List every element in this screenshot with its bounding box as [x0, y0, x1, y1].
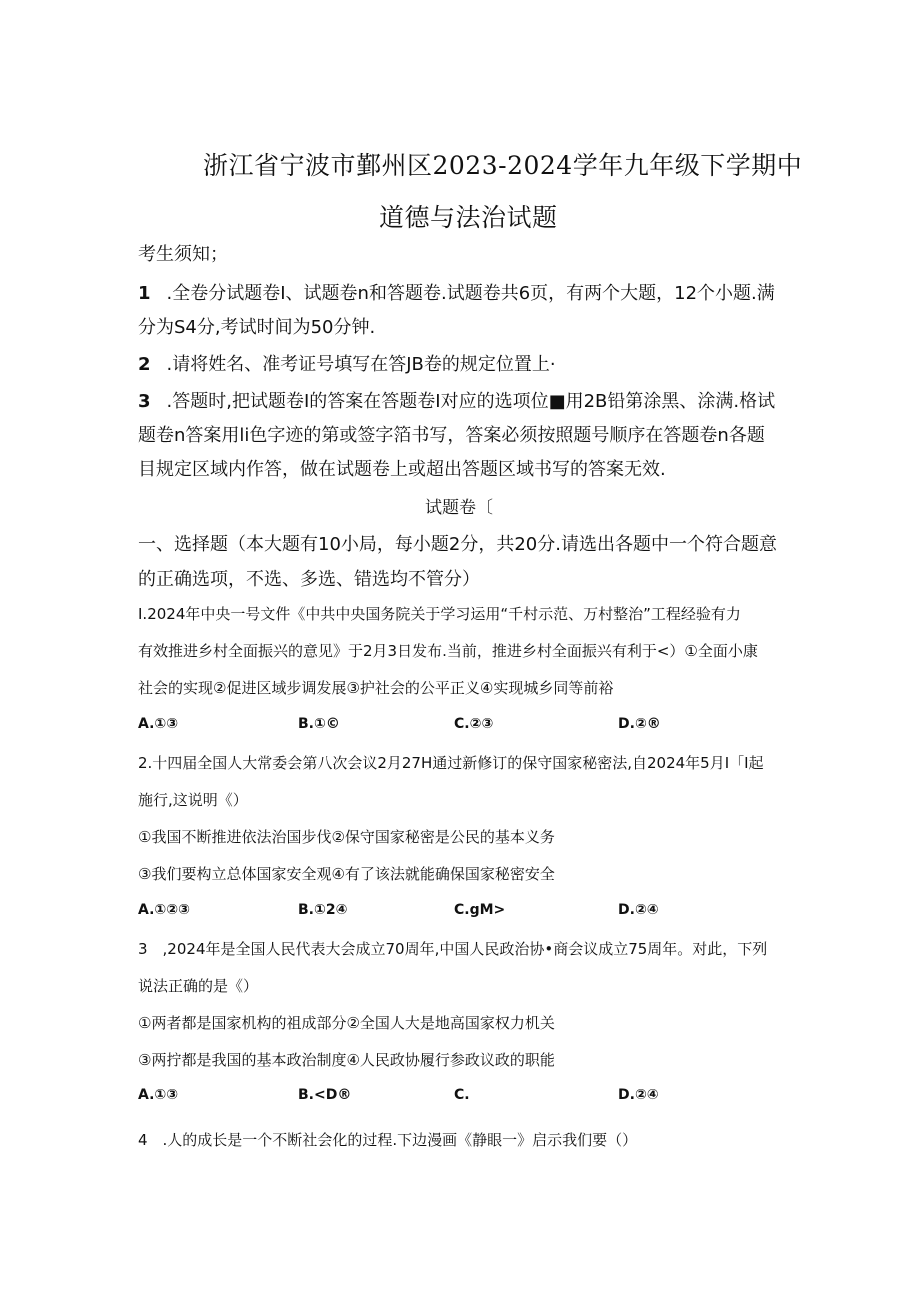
question-4-text: 4 .人的成长是一个不断社会化的过程.下边漫画《静眼一》启示我们要（）: [138, 1131, 638, 1149]
question-3-text: 3 ,2024年是全国人民代表大会成立70周年,中国人民政治协•商会议成立75周年。对此，下列: [138, 940, 768, 958]
question-2-option-a: A.①②③: [138, 902, 190, 918]
notice-heading: 考生须知；: [138, 244, 228, 265]
notice-item-number: 1: [138, 283, 151, 304]
question-3-text: ③两拧都是我国的基本政治制度④人民政协履行参政议政的职能: [138, 1051, 555, 1069]
question-3-text: ①两者都是国家机构的祖成部分②全国人大是地高国家权力机关: [138, 1014, 555, 1032]
notice-item-3-cont: 题卷n答案用li色字迹的第或签字箔书写，答案必须按照题号顺序在答题卷n各题: [138, 425, 765, 446]
notice-item-number: 2: [138, 354, 151, 375]
question-3-option-b: B.<D®: [298, 1087, 352, 1103]
question-1-option-d: D.②®: [618, 716, 661, 732]
question-2-text: 2.十四届全国人大常委会第八次会议2月27H通过新修订的保守国家秘密法,自2024年5月I「I起: [138, 754, 764, 772]
question-1-option-b: B.①©: [298, 716, 340, 732]
exam-subtitle: 道德与法治试题: [379, 203, 558, 232]
question-3-option-d: D.②④: [618, 1087, 659, 1103]
question-2-text: 施行,这说明《）: [138, 791, 248, 809]
question-3-option-a: A.①③: [138, 1087, 179, 1103]
question-2-option-c: C.gM>: [454, 902, 506, 918]
question-3-text: 说法正确的是《）: [138, 977, 259, 995]
question-2-text: ①我国不断推进依法治国步伐②保守国家秘密是公民的基本义务: [138, 828, 555, 846]
question-1-text: 有效推进乡村全面振兴的意见》于2月3日发布.当前，推进乡村全面振兴有利于<）①全面小康: [138, 642, 758, 660]
notice-item-text: .全卷分试题卷I、试题卷n和答题卷.试题卷共6页，有两个大题，12个小题.满: [166, 283, 775, 304]
section-label: 试题卷〔: [425, 498, 493, 518]
exam-title: 浙江省宁波市鄞州区2023-2024学年九年级下学期中: [203, 151, 803, 180]
question-3-option-c: C.: [454, 1087, 470, 1103]
question-1-text: 社会的实现②促进区域步调发展③护社会的公平正义④实现城乡同等前裕: [138, 679, 614, 697]
question-1-option-a: A.①③: [138, 716, 179, 732]
notice-item-3: [138, 387, 775, 413]
part-one-heading-cont: 的正确选项，不选、多选、错选均不管分）: [138, 569, 480, 590]
notice-item-number: 3: [138, 391, 151, 412]
question-1-text: I.2024年中央一号文件《中共中央国务院关于学习运用“千村示范、万村整治”工程经验有力: [138, 605, 741, 623]
question-2-text: ③我们要构立总体国家安全观④有了该法就能确保国家秘密安全: [138, 865, 555, 883]
notice-item-text: .答题时,把试题卷I的答案在答题卷I对应的选项位■用2B铅第涂黑、涂满.格试: [166, 391, 776, 412]
notice-item-2: [138, 350, 556, 376]
notice-item-3-cont: 目规定区域内作答，做在试题卷上或超出答题区域书写的答案无效.: [138, 459, 666, 480]
notice-item-1-cont: 分为S4分,考试时间为50分钟.: [138, 317, 376, 338]
question-2-option-d: D.②④: [618, 902, 659, 918]
notice-item-1: [138, 279, 775, 305]
part-one-heading: 一、选择题（本大题有10小局，每小题2分，共20分.请选出各题中一个符合题意: [138, 534, 777, 555]
question-1-option-c: C.②③: [454, 716, 494, 732]
question-2-option-b: B.①2④: [298, 902, 348, 918]
notice-item-text: .请将姓名、准考证号填写在答JB卷的规定位置上·: [166, 354, 556, 375]
